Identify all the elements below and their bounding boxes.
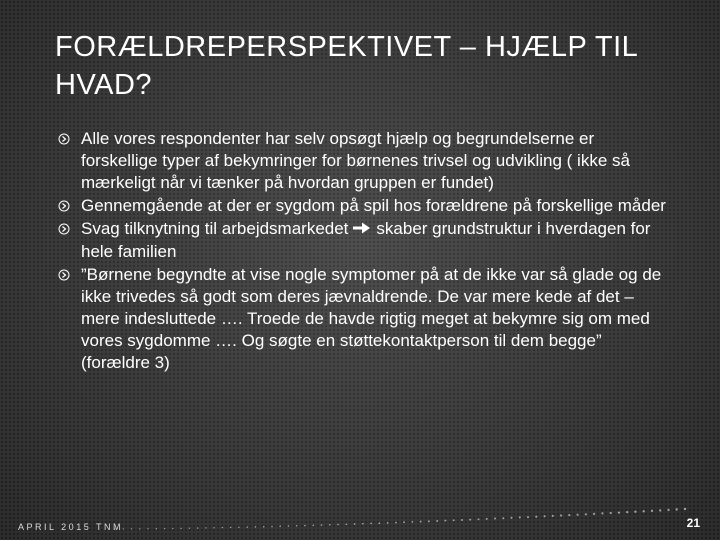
decorative-dot — [189, 528, 190, 529]
decorative-dot — [222, 527, 223, 528]
bullet-text-before: Svag tilknytning til arbejdsmarkedet — [81, 219, 349, 238]
decorative-dot — [544, 515, 546, 517]
bullet-item — [58, 195, 668, 217]
decorative-dot — [659, 509, 661, 511]
decorative-dot — [279, 525, 281, 527]
decorative-dot — [255, 526, 257, 528]
decorative-dot — [667, 509, 669, 511]
decorative-dot — [420, 521, 422, 523]
decorative-dot — [634, 511, 636, 513]
decorative-dot — [246, 526, 247, 527]
decorative-dot — [618, 511, 620, 513]
decorative-dot — [230, 527, 231, 528]
decorative-dot — [213, 527, 214, 528]
decorative-dot — [345, 523, 347, 525]
decorative-dot — [329, 524, 331, 526]
decorative-dot — [131, 528, 132, 529]
bullet-text-after: skaber grundstruktur i hverdagen for hele familien — [81, 219, 651, 261]
decorative-dot — [403, 521, 405, 523]
decorative-dot — [651, 510, 653, 512]
decorative-dot — [461, 519, 463, 521]
decorative-dot — [337, 524, 339, 526]
decorative-dot — [453, 519, 455, 521]
decorative-dot — [321, 524, 323, 526]
bullet-list — [58, 128, 668, 375]
decorative-dot — [552, 515, 554, 517]
bullet-item — [58, 264, 668, 374]
decorative-dot — [378, 522, 380, 524]
decorative-dot — [164, 528, 165, 529]
circled-arrow-icon — [58, 200, 70, 212]
decorative-dot — [610, 512, 612, 514]
decorative-dot — [643, 510, 645, 512]
decorative-dot — [312, 524, 314, 526]
decorative-dot — [684, 508, 686, 510]
decorative-dot — [502, 517, 504, 519]
decorative-dot — [304, 525, 306, 527]
decorative-dot — [560, 514, 562, 516]
bullet-text: Alle vores respondenter har selv opsøgt hjælp og begrundelserne er forskellige typer af bekymringer for børnenes trivsel og udvikling ( ikke så mærkeligt når vi tænker på hvordan gruppen er fundet) — [81, 129, 630, 192]
decorative-dot — [494, 518, 496, 520]
decorative-dot — [238, 527, 239, 528]
decorative-dot — [626, 511, 628, 513]
decorative-dot — [478, 518, 480, 520]
decorative-dot — [469, 519, 471, 521]
bullet-item — [58, 218, 668, 263]
decorative-dot — [593, 513, 595, 515]
decorative-dot — [527, 516, 529, 518]
decorative-dot — [519, 516, 521, 518]
decorative-dot — [387, 522, 389, 524]
decorative-dot — [568, 514, 570, 516]
page-number: 21 — [686, 516, 700, 530]
decorative-dot — [139, 528, 140, 529]
decorative-dot — [362, 523, 364, 525]
decorative-dot — [271, 526, 273, 528]
circled-arrow-icon — [58, 269, 70, 281]
circled-arrow-icon — [58, 223, 70, 235]
bullet-text: ”Børnene begyndte at vise nogle symptomer på at de ikke var så glade og de ikke trivedes så godt som deres jævnaldrende. De var mere kede af det – mere indesluttede …. Troede de havde rigtig meget at bekymre sig om med vores sygdomme …. Og søgte en støttekontaktperson til dem begge” (forældre 3) — [81, 264, 662, 372]
decorative-dot — [263, 526, 265, 528]
decorative-dot — [296, 525, 298, 527]
bullet-item — [58, 128, 668, 194]
decorative-dot — [436, 520, 438, 522]
decorative-dot — [395, 522, 397, 524]
decorative-dot — [172, 528, 173, 529]
decorative-dot — [444, 520, 446, 522]
decorative-dot — [147, 528, 148, 529]
decorative-dot-row — [110, 505, 695, 531]
decorative-dot — [156, 528, 157, 529]
slide-title: FORÆLDREPERSPEKTIVET – HJÆLP TIL HVAD? — [55, 31, 638, 101]
circled-arrow-icon — [58, 133, 70, 145]
decorative-dot — [585, 513, 587, 515]
decorative-dot — [205, 527, 206, 528]
decorative-dot — [411, 521, 413, 523]
decorative-dot — [577, 514, 579, 516]
decorative-dot — [510, 517, 512, 519]
decorative-dot — [197, 527, 198, 528]
footer-date: APRIL 2015 TNM — [18, 522, 124, 532]
decorative-dot — [486, 518, 488, 520]
decorative-dot — [288, 525, 290, 527]
decorative-dot — [428, 520, 430, 522]
right-arrow-icon — [352, 219, 372, 241]
bullet-text: Gennemgående at der er sygdom på spil hos forældrene på forskellige måder — [81, 196, 666, 215]
decorative-dot — [370, 523, 372, 525]
decorative-dot — [601, 512, 603, 514]
decorative-dot — [535, 516, 537, 518]
decorative-dot — [354, 523, 356, 525]
decorative-dot — [180, 528, 181, 529]
decorative-dot — [676, 508, 678, 510]
